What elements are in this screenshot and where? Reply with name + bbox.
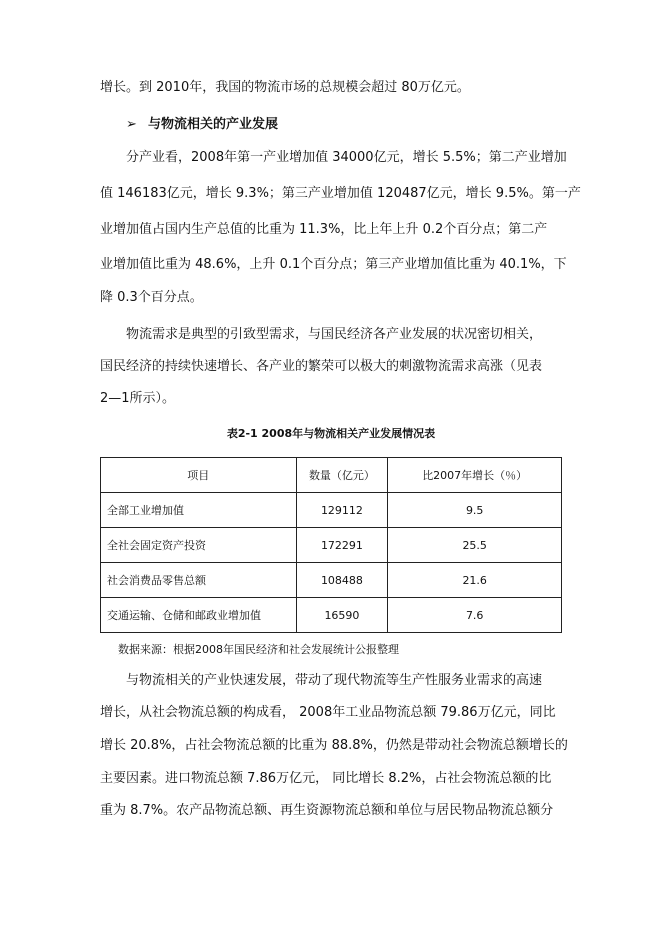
row-growth: 7.6 (388, 598, 562, 633)
table-caption: 表2-1 2008年与物流相关产业发展情况表 (226, 427, 436, 440)
row-item-name: 全社会固定资产投资 (101, 528, 297, 563)
paragraph-3-line: 主要因素。进口物流总额 7.86万亿元， 同比增长 8.2%，占社会物流总额的比 (100, 771, 552, 786)
table-header-row (101, 458, 562, 493)
paragraph-1-line: 降 0.3个百分点。 (100, 290, 203, 305)
column-header-amount: 数量（亿元） (296, 458, 388, 493)
paragraph-2-line: 2—1所示）。 (100, 391, 176, 406)
row-item-name: 交通运输、仓储和邮政业增加值 (101, 598, 297, 633)
arrow-bullet-icon: ➢ (126, 117, 137, 132)
row-amount: 129112 (296, 493, 388, 528)
paragraph-1-line: 业增加值占国内生产总值的比重为 11.3%，比上年上升 0.2个百分点；第二产 (100, 222, 548, 237)
table-row (101, 528, 562, 563)
paragraph-1-line: 值 146183亿元，增长 9.3%；第三产业增加值 120487亿元，增长 9.5%。第一产 (100, 186, 581, 201)
paragraph-2-line: 国民经济的持续快速增长、各产业的繁荣可以极大的刺激物流需求高涨（见表 (100, 359, 543, 374)
row-growth: 21.6 (388, 563, 562, 598)
data-source-note: 数据来源：根据2008年国民经济和社会发展统计公报整理 (118, 643, 399, 656)
section-heading (126, 116, 278, 134)
table-row (101, 563, 562, 598)
row-item-name: 社会消费品零售总额 (101, 563, 297, 598)
row-amount: 172291 (296, 528, 388, 563)
paragraph-3-line: 重为 8.7%。农产品物流总额、再生资源物流总额和单位与居民物品物流总额分 (100, 803, 554, 818)
industry-data-table (100, 457, 562, 633)
table-row (101, 493, 562, 528)
paragraph-3-line: 增长，从社会物流总额的构成看， 2008年工业品物流总额 79.86万亿元，同比 (100, 705, 556, 720)
paragraph-1-line: 业增加值比重为 48.6%，上升 0.1个百分点；第三产业增加值比重为 40.1%，下 (100, 257, 567, 272)
row-amount: 108488 (296, 563, 388, 598)
row-item-name: 全部工业增加值 (101, 493, 297, 528)
row-growth: 9.5 (388, 493, 562, 528)
column-header-growth: 比2007年增长（％） (388, 458, 562, 493)
paragraph-3-line: 增长 20.8%，占社会物流总额的比重为 88.8%，仍然是带动社会物流总额增长的 (100, 738, 568, 753)
row-amount: 16590 (296, 598, 388, 633)
paragraph-1-line: 分产业看，2008年第一产业增加值 34000亿元，增长 5.5%；第二产业增加 (126, 150, 567, 165)
row-growth: 25.5 (388, 528, 562, 563)
column-header-item: 项目 (101, 458, 297, 493)
paragraph-2-line: 物流需求是典型的引致型需求，与国民经济各产业发展的状况密切相关， (126, 327, 543, 342)
section-heading-text: 与物流相关的产业发展 (148, 117, 279, 132)
table-row (101, 598, 562, 633)
paragraph-top-line: 增长。到 2010年，我国的物流市场的总规模会超过 80万亿元。 (100, 80, 470, 95)
paragraph-3-line: 与物流相关的产业快速发展，带动了现代物流等生产性服务业需求的高速 (126, 673, 543, 688)
